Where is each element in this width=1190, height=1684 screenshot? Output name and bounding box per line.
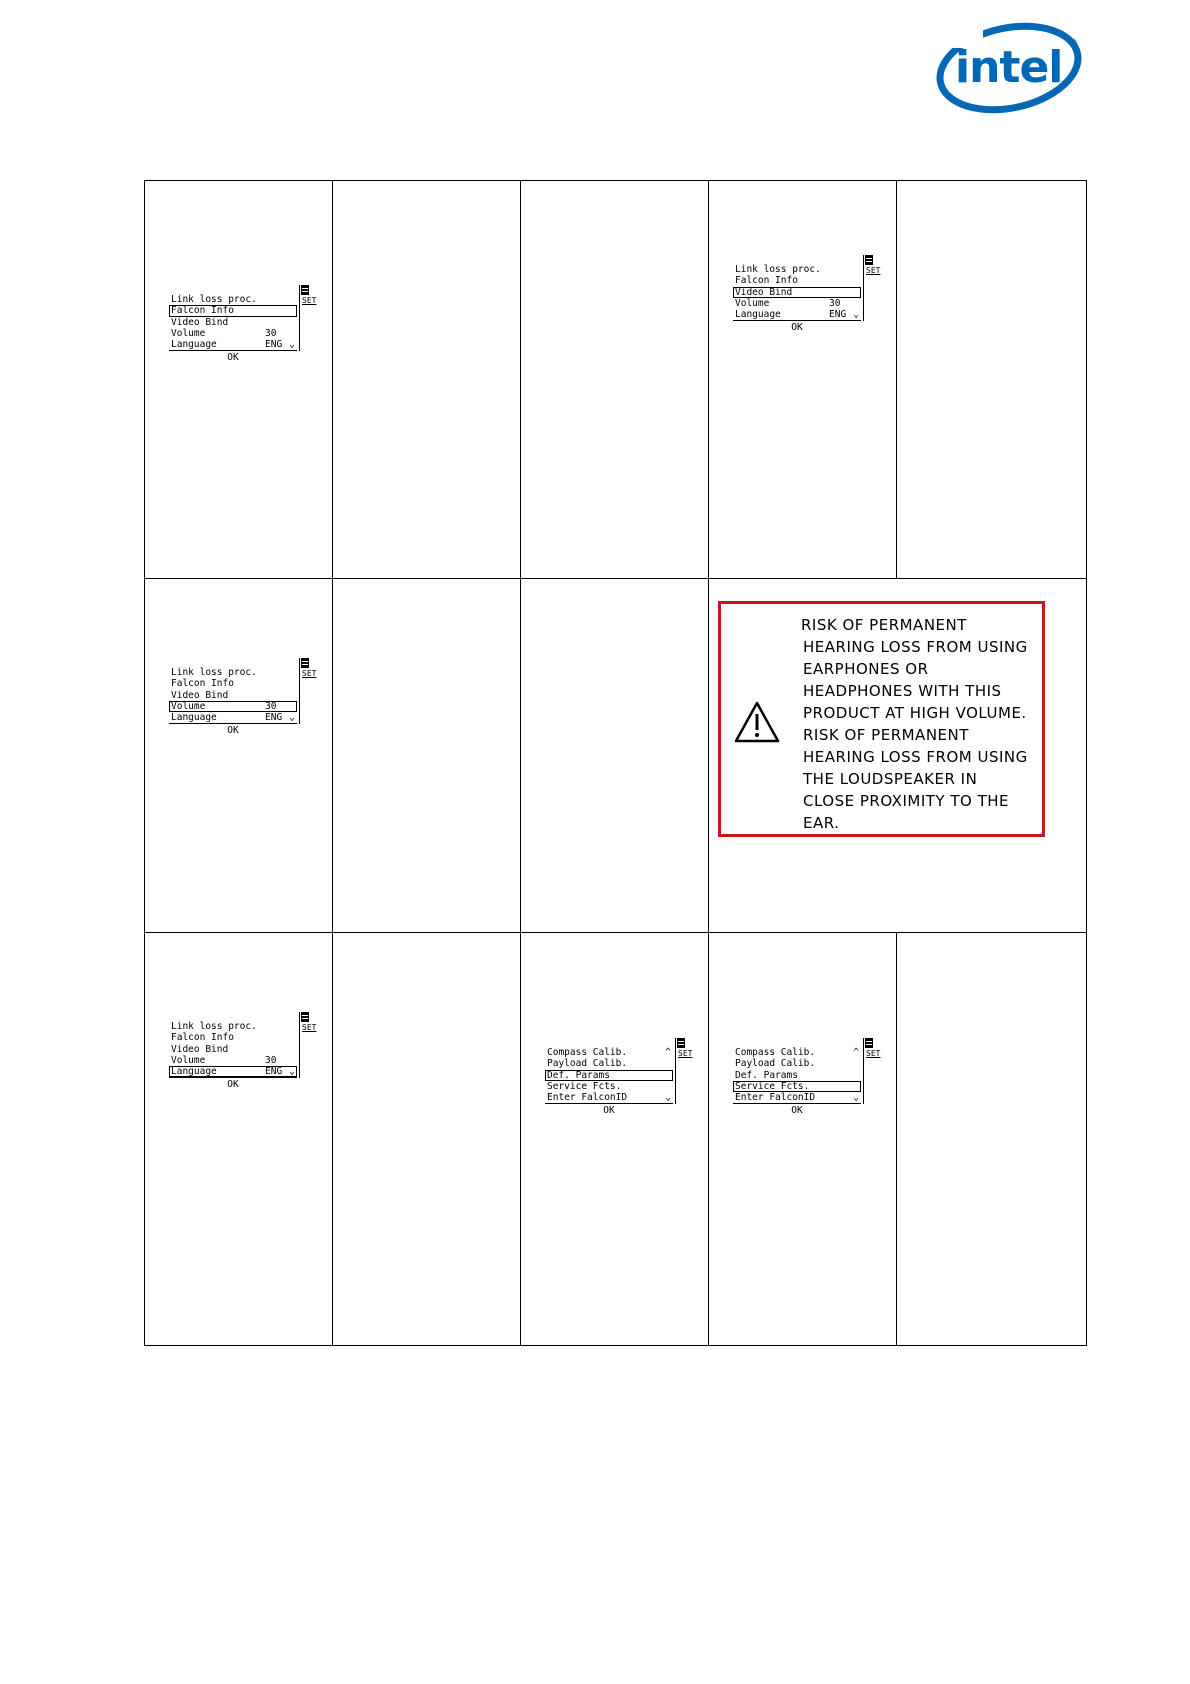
ok-label: OK	[791, 322, 803, 333]
warning-line: EARPHONES OR	[803, 660, 929, 678]
lcd-side-bar	[675, 1038, 693, 1104]
menu-item-video-bind: Video Bind	[733, 287, 861, 298]
menu-item-payload-calib: Payload Calib.	[735, 1058, 816, 1070]
ok-label: OK	[791, 1105, 803, 1116]
menu-item-label: Language	[171, 339, 217, 351]
language-value: ENG	[265, 712, 283, 724]
language-value: ENG	[829, 309, 847, 321]
warning-line: EAR.	[803, 814, 840, 832]
table-cell	[333, 579, 521, 933]
menu-item-link-loss: Link loss proc.	[171, 294, 257, 305]
menu-item-enter-falconid	[733, 1092, 861, 1103]
settings-lcd-screen	[169, 294, 317, 372]
volume-value: 30	[265, 700, 277, 712]
scroll-up-icon: ^	[665, 1047, 671, 1058]
scroll-down-icon: ⌄	[665, 1092, 671, 1104]
lcd-side-bar	[863, 1038, 881, 1104]
menu-item-def-params: Def. Params	[545, 1070, 673, 1081]
menu-item-label: Language	[171, 712, 217, 724]
warning-text	[803, 614, 1043, 834]
menu-item-language	[169, 339, 297, 350]
battery-icon	[865, 255, 873, 265]
lcd-side-bar	[299, 1012, 317, 1078]
ok-label: OK	[227, 352, 239, 363]
battery-icon	[301, 658, 309, 668]
menu-item-def-params: Def. Params	[735, 1069, 798, 1081]
table-cell	[333, 181, 521, 579]
menu-item-link-loss: Link loss proc.	[171, 1021, 257, 1032]
menu-item-label: Enter FalconID	[547, 1092, 628, 1104]
scroll-down-icon: ⌄	[289, 712, 295, 724]
menu-item-label: Volume	[171, 1054, 206, 1066]
volume-value: 30	[829, 297, 841, 309]
menu-item-falcon-info: Falcon Info	[171, 1032, 234, 1044]
lcd-side-bar	[299, 285, 317, 351]
menu-item-language	[733, 309, 861, 320]
scroll-down-icon: ⌄	[289, 1066, 295, 1078]
table-row	[145, 181, 1087, 579]
menu-item-label: Volume	[171, 327, 206, 339]
menu-item-service-fcts: Service Fcts.	[733, 1081, 861, 1092]
menu-item-label: Enter FalconID	[735, 1092, 816, 1104]
warning-line: CLOSE PROXIMITY TO THE	[803, 792, 1009, 810]
menu-item-falcon-info: Falcon Info	[169, 305, 297, 316]
warning-line: RISK OF PERMANENT	[803, 726, 969, 744]
intel-logo-text: intel	[955, 42, 1063, 93]
warning-line: THE LOUDSPEAKER IN	[803, 770, 978, 788]
scroll-down-icon: ⌄	[289, 339, 295, 351]
language-value: ENG	[265, 1066, 283, 1078]
table-row	[145, 933, 1087, 1346]
warning-line: RISK OF PERMANENT	[801, 616, 967, 634]
warning-triangle-icon	[733, 700, 781, 744]
table-cell	[145, 181, 333, 579]
table-cell	[521, 181, 709, 579]
menu-item-link-loss: Link loss proc.	[735, 264, 821, 275]
warning-line: HEARING LOSS FROM USING	[803, 748, 1028, 766]
table-cell	[709, 181, 897, 579]
menu-item-falcon-info: Falcon Info	[735, 275, 798, 287]
battery-icon	[301, 285, 309, 295]
ok-label: OK	[603, 1105, 615, 1116]
table-cell	[145, 579, 333, 933]
lcd-side-bar	[299, 658, 317, 724]
settings-lcd-screen	[169, 1021, 317, 1099]
set-label: SET	[302, 1023, 317, 1032]
menu-item-language	[169, 712, 297, 723]
menu-steps-table	[144, 180, 1087, 1346]
menu-item-language	[169, 1066, 297, 1077]
menu-item-label: Compass Calib.	[547, 1047, 628, 1058]
menu-item-service-fcts: Service Fcts.	[547, 1080, 622, 1092]
set-label: SET	[866, 266, 881, 275]
menu-item-link-loss: Link loss proc.	[171, 667, 257, 678]
ok-label: OK	[227, 1079, 239, 1090]
table-cell	[709, 579, 1087, 933]
volume-value: 30	[265, 327, 277, 339]
warning-line: PRODUCT AT HIGH VOLUME.	[803, 704, 1027, 722]
menu-item-label: Volume	[735, 297, 770, 309]
menu-item-compass-calib	[733, 1047, 861, 1058]
hearing-warning-box	[718, 601, 1045, 837]
registered-mark: ®	[1068, 38, 1078, 49]
menu-item-payload-calib: Payload Calib.	[547, 1058, 628, 1070]
menu-item-video-bind: Video Bind	[171, 689, 229, 701]
set-label: SET	[866, 1049, 881, 1058]
lcd-side-bar	[863, 255, 881, 321]
menu-item-label: Volume	[171, 700, 206, 712]
table-cell	[333, 933, 521, 1346]
menu-item-label: Language	[735, 309, 781, 321]
language-value: ENG	[265, 339, 283, 351]
scroll-down-icon: ⌄	[853, 1092, 859, 1104]
menu-item-volume	[169, 701, 297, 712]
battery-icon	[301, 1012, 309, 1022]
table-cell	[897, 181, 1087, 579]
volume-value: 30	[265, 1054, 277, 1066]
table-cell	[897, 933, 1087, 1346]
battery-icon	[865, 1038, 873, 1048]
menu-item-falcon-info: Falcon Info	[171, 678, 234, 690]
table-row	[145, 579, 1087, 933]
menu-item-volume	[169, 328, 297, 339]
warning-line: HEADPHONES WITH THIS	[803, 682, 1002, 700]
table-cell	[709, 933, 897, 1346]
intel-logo	[935, 18, 1085, 116]
menu-item-label: Language	[171, 1066, 217, 1078]
battery-icon	[677, 1038, 685, 1048]
menu-item-video-bind: Video Bind	[171, 316, 229, 328]
table-cell	[521, 933, 709, 1346]
service-lcd-screen	[733, 1047, 881, 1125]
settings-lcd-screen	[733, 264, 881, 342]
table-cell	[521, 579, 709, 933]
set-label: SET	[302, 669, 317, 678]
settings-lcd-screen	[169, 667, 317, 745]
menu-item-compass-calib	[545, 1047, 673, 1058]
warning-line: HEARING LOSS FROM USING	[803, 638, 1028, 656]
scroll-down-icon: ⌄	[853, 309, 859, 321]
menu-item-volume	[733, 298, 861, 309]
set-label: SET	[678, 1049, 693, 1058]
menu-item-enter-falconid	[545, 1092, 673, 1103]
scroll-up-icon: ^	[853, 1047, 859, 1058]
table-cell	[145, 933, 333, 1346]
service-lcd-screen	[545, 1047, 693, 1125]
menu-item-volume	[169, 1055, 297, 1066]
set-label: SET	[302, 296, 317, 305]
menu-item-label: Compass Calib.	[735, 1047, 816, 1058]
menu-item-video-bind: Video Bind	[171, 1043, 229, 1055]
ok-label: OK	[227, 725, 239, 736]
